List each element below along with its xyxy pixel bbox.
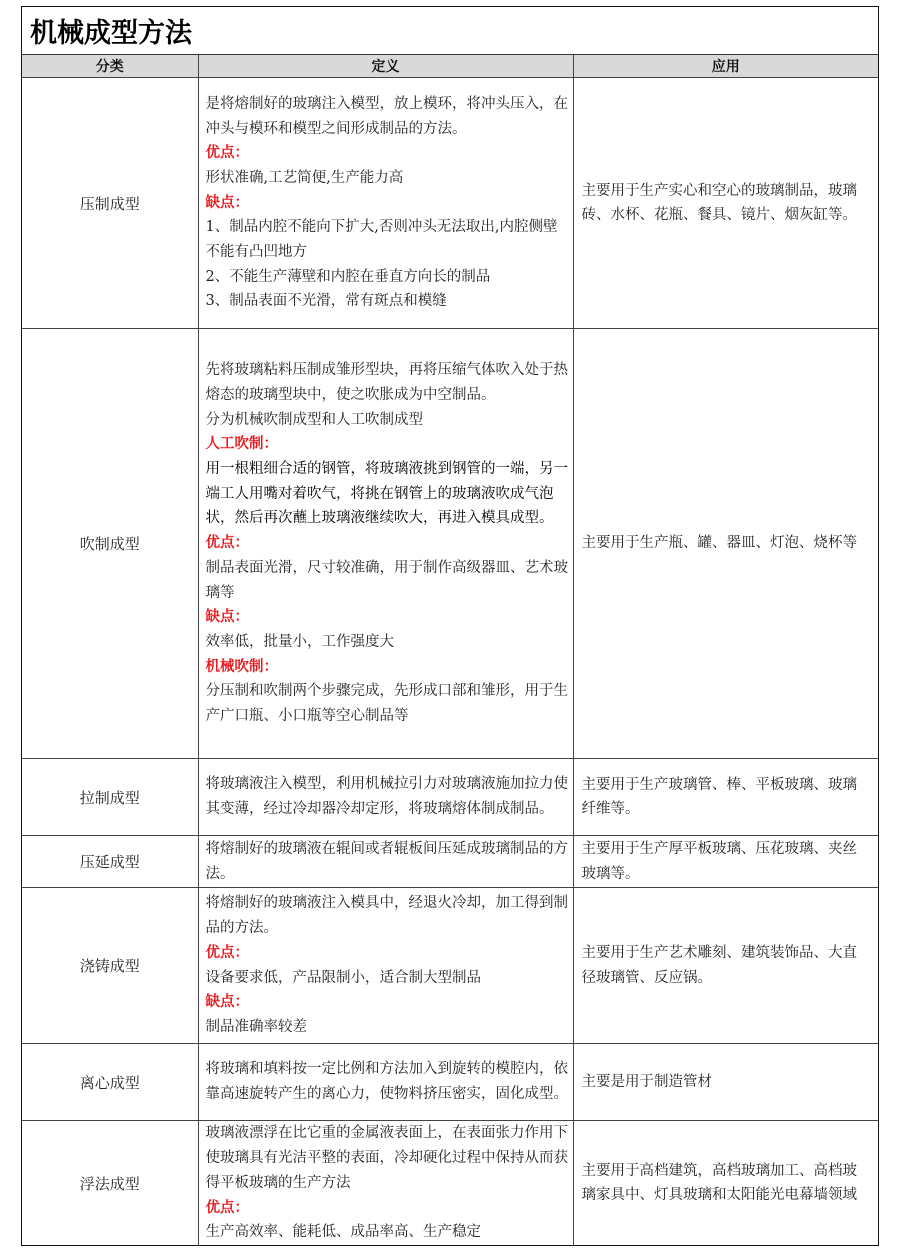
method-table-sheet: [21, 6, 879, 1246]
header-row: [22, 55, 878, 78]
row-category: 压延成型: [22, 836, 198, 888]
definition-text: 将熔制好的玻璃液在辊间或者辊板间压延成玻璃制品的方法。: [205, 840, 568, 882]
definition-text: 玻璃液漂浮在比它重的金属液表面上，在表面张力作用下使玻璃具有光洁平整的表面，冷却硬化过程中保持从而获得平板玻璃的生产方法: [205, 1125, 568, 1191]
definition-text: 是将熔制好的玻璃注入模型，放上模环，将冲头压入，在冲头与模环和模型之间形成制品的方法。: [205, 95, 568, 137]
definition-text: 将玻璃和填料按一定比例和方法加入到旋转的模腔内，依靠高速旋转产生的离心力，使物料挤压密实，固化成型。: [205, 1061, 568, 1102]
definition-subheading: 机械吹制：: [205, 657, 278, 675]
row-category: 拉制成型: [22, 759, 198, 836]
definition-text: 生产高效率、能耗低、成品率高、生产稳定: [205, 1224, 481, 1241]
definition-text: 2、不能生产薄壁和内腔在垂直方向长的制品: [205, 268, 491, 285]
table-row: [22, 1121, 878, 1246]
table-row: [22, 78, 878, 329]
row-definition: [198, 329, 573, 759]
definition-text: 设备要求低，产品限制小，适合制大型制品: [205, 969, 481, 986]
row-category: 离心成型: [22, 1044, 198, 1121]
row-category: 吹制成型: [22, 329, 198, 759]
row-application: 主要用于生产瓶、罐、器皿、灯泡、烧杯等: [573, 329, 878, 759]
definition-subheading: 优点：: [205, 534, 249, 552]
definition-text: 效率低，批量小，工作强度大: [205, 633, 394, 650]
definition-subheading: 优点：: [205, 943, 249, 961]
row-definition: [198, 759, 573, 836]
definition-text: 制品准确率较差: [205, 1018, 307, 1035]
definition-subheading: 优点：: [205, 1198, 249, 1216]
header-category: 分类: [22, 55, 198, 78]
definition-text: 用一根粗细合适的钢管，将玻璃液挑到钢管的一端，另一端工人用嘴对着吹气，将挑在钢管上的玻璃液吹成气泡状，然后再次蘸上玻璃液继续吹大，再进入模具成型。: [205, 461, 568, 527]
row-application: 主要用于生产艺术雕刻、建筑装饰品、大直径玻璃管、反应锅。: [573, 888, 878, 1044]
row-application: 主要用于生产实心和空心的玻璃制品，玻璃砖、水杯、花瓶、餐具、镜片、烟灰缸等。: [573, 78, 878, 329]
definition-text: 先将玻璃粘料压制成雏形型块，再将压缩气体吹入处于热熔态的玻璃型块中，使之吹胀成为中空制品。: [205, 362, 568, 403]
definition-subheading: 优点：: [205, 144, 249, 162]
definition-text: 1、制品内腔不能向下扩大,否则冲头无法取出,内腔侧壁不能有凸凹地方: [205, 219, 558, 261]
row-definition: [198, 1121, 573, 1246]
row-definition: [198, 888, 573, 1044]
definition-text: 制品表面光滑，尺寸较准确，用于制作高级器皿、艺术玻璃等: [205, 559, 568, 601]
definition-subheading: 缺点：: [205, 993, 249, 1011]
row-application: 主要用于生产玻璃管、棒、平板玻璃、玻璃纤维等。: [573, 759, 878, 836]
row-category: 浮法成型: [22, 1121, 198, 1246]
row-application: 主要是用于制造管材: [573, 1044, 878, 1121]
row-category: 压制成型: [22, 78, 198, 329]
table-row: [22, 836, 878, 888]
definition-subheading: 缺点：: [205, 608, 249, 626]
table-row: [22, 329, 878, 759]
table-row: [22, 888, 878, 1044]
row-application: 主要用于高档建筑，高档玻璃加工、高档玻璃家具中、灯具玻璃和太阳能光电幕墙领域: [573, 1121, 878, 1246]
page-title: 机械成型方法: [22, 7, 878, 55]
method-table: [22, 55, 878, 1246]
row-definition: [198, 78, 573, 329]
definition-subheading: 人工吹制：: [205, 435, 278, 453]
definition-subheading: 缺点：: [205, 193, 249, 211]
row-category: 浇铸成型: [22, 888, 198, 1044]
table-row: [22, 1044, 878, 1121]
header-definition: 定义: [198, 55, 573, 78]
definition-text: 分为机械吹制成型和人工吹制成型: [205, 411, 423, 428]
definition-text: 3、制品表面不光滑，常有斑点和模缝: [205, 293, 447, 310]
definition-text: 将熔制好的玻璃液注入模具中，经退火冷却，加工得到制品的方法。: [205, 895, 568, 937]
row-application: 主要用于生产厚平板玻璃、压花玻璃、夹丝玻璃等。: [573, 836, 878, 888]
definition-text: 形状准确,工艺简便,生产能力高: [205, 169, 404, 186]
row-definition: [198, 1044, 573, 1121]
definition-text: 分压制和吹制两个步骤完成，先形成口部和雏形，用于生产广口瓶、小口瓶等空心制品等: [205, 683, 568, 725]
definition-text: 将玻璃液注入模型，利用机械拉引力对玻璃液施加拉力使其变薄，经过冷却器冷却定形，将玻璃熔体制成制品。: [205, 776, 568, 817]
header-application: 应用: [573, 55, 878, 78]
table-row: [22, 759, 878, 836]
row-definition: [198, 836, 573, 888]
